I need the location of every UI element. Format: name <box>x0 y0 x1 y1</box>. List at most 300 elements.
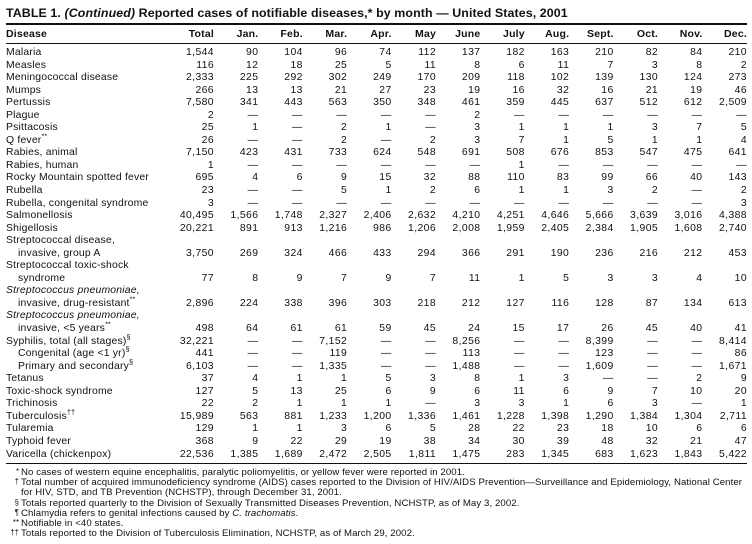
value-cell: 1 <box>385 398 392 410</box>
value-cell: 83 <box>556 172 570 184</box>
value-cell: — <box>691 185 703 197</box>
value-cell: 348 <box>417 97 437 109</box>
column-header: July <box>480 24 524 44</box>
value-cell: — <box>247 197 259 209</box>
disease-name-cell: Streptococcal toxic-shock syndrome <box>6 260 129 284</box>
value-cell: — <box>292 134 303 146</box>
value-cell: 695 <box>195 172 214 184</box>
table-row <box>6 198 747 211</box>
value-cell: 13 <box>290 385 303 397</box>
value-cell: 9 <box>740 373 747 385</box>
notifiable-diseases-table <box>6 23 747 464</box>
value-cell: 10 <box>645 423 659 435</box>
value-cell: 28 <box>468 423 481 435</box>
value-cell: 683 <box>569 449 613 464</box>
value-cell: 225 <box>239 72 259 84</box>
value-cell: — <box>647 109 659 121</box>
table-row <box>6 449 747 464</box>
value-cell: 1 <box>563 398 570 410</box>
value-cell: 88 <box>468 172 481 184</box>
value-cell: 119 <box>329 348 348 360</box>
value-cell: 112 <box>418 47 437 58</box>
value-cell: — <box>336 197 348 209</box>
value-cell: — <box>558 109 570 121</box>
value-cell: 1,475 <box>436 449 480 464</box>
value-cell: 512 <box>639 97 659 109</box>
value-cell: 3 <box>474 122 481 134</box>
value-cell: 396 <box>328 297 348 309</box>
value-cell: 294 <box>417 247 437 259</box>
value-cell: 637 <box>595 97 614 109</box>
value-cell: 913 <box>284 222 303 234</box>
value-cell: 7,580 <box>185 97 214 109</box>
value-cell: 283 <box>480 449 524 464</box>
value-cell: 1,290 <box>585 410 614 422</box>
value-cell: 116 <box>196 59 214 71</box>
value-cell: 8 <box>474 59 481 71</box>
value-cell: 87 <box>645 297 659 309</box>
value-cell: — <box>691 335 703 347</box>
footnote-marker: ¶ <box>14 507 19 517</box>
value-cell: 2,333 <box>185 72 214 84</box>
footnote-text: Total number of acquired immunodeficiency syndrome (AIDS) cases reported to the Division of HIV/AIDS Prevention—Surveillance and Epidemiology, National Center for HIV, STD, and TB Prevention (NCHSTP), through December 31, 2001. <box>21 477 743 499</box>
value-cell: — <box>514 360 525 372</box>
value-cell: — <box>691 109 703 121</box>
value-cell: — <box>736 159 747 171</box>
value-cell: 40 <box>690 323 703 335</box>
value-cell: 6 <box>385 423 392 435</box>
disease-name-cell: Congenital (age <1 yr)§ <box>18 344 130 360</box>
value-cell: 1 <box>740 398 747 410</box>
value-cell: — <box>425 398 437 410</box>
value-cell: 26 <box>601 323 614 335</box>
value-cell: 6 <box>296 172 303 184</box>
disease-name-cell: Syphilis, total (all stages)§ <box>6 332 131 347</box>
value-cell: 266 <box>195 84 214 96</box>
value-cell: — <box>292 109 303 121</box>
value-cell: 676 <box>550 147 570 159</box>
value-cell: 368 <box>195 435 214 447</box>
value-cell: — <box>380 348 392 360</box>
value-cell: 291 <box>506 247 525 259</box>
value-cell: 433 <box>373 247 392 259</box>
value-cell: 1,335 <box>319 360 348 372</box>
value-cell: 1,233 <box>319 410 348 422</box>
continued-label: (Continued) <box>64 6 136 20</box>
value-cell: 624 <box>373 147 392 159</box>
value-cell: — <box>514 348 525 360</box>
value-cell: — <box>558 360 570 372</box>
disease-name-cell: Tetanus <box>6 373 44 385</box>
value-cell: — <box>558 197 570 209</box>
table-row <box>6 110 747 123</box>
value-cell: — <box>380 134 392 146</box>
value-cell: — <box>691 159 703 171</box>
value-cell: 1,566 <box>230 210 259 222</box>
value-cell: — <box>691 360 703 372</box>
value-cell: 269 <box>239 247 259 259</box>
disease-name-cell: Mumps <box>6 84 42 96</box>
value-cell: 1 <box>296 398 303 410</box>
disease-name-cell: Streptococcus pneumoniae, invasive, <5 years** <box>6 310 140 335</box>
table-row <box>6 260 747 285</box>
value-cell: 4,646 <box>541 210 570 222</box>
value-cell: 236 <box>595 247 614 259</box>
value-cell: 61 <box>334 323 348 335</box>
value-cell: 891 <box>239 222 259 234</box>
disease-name-cell: Streptococcus pneumoniae, invasive, drug-resistant** <box>6 285 140 309</box>
value-cell: 129 <box>195 423 214 435</box>
value-cell: 25 <box>334 385 348 397</box>
value-cell: 34 <box>468 435 481 447</box>
value-cell: 212 <box>461 297 481 309</box>
value-cell: 986 <box>373 222 392 234</box>
footnotes <box>6 468 747 539</box>
table-row <box>6 235 747 260</box>
value-cell: 7 <box>696 122 703 134</box>
value-cell: 8 <box>696 59 703 71</box>
value-cell: 210 <box>595 47 614 58</box>
column-header: Nov. <box>658 24 702 44</box>
value-cell: 25 <box>201 122 214 134</box>
value-cell: 366 <box>461 247 481 259</box>
value-cell: 4 <box>696 272 703 284</box>
table-row <box>6 310 747 335</box>
value-cell: 134 <box>683 297 703 309</box>
value-cell: 1 <box>296 423 303 435</box>
value-cell: 2 <box>651 185 659 197</box>
disease-name-cell: Primary and secondary§ <box>18 357 134 372</box>
value-cell: 1,206 <box>408 222 437 234</box>
title-text: Reported cases of notifiable diseases,* by month — United States, 2001 <box>138 6 568 20</box>
value-cell: — <box>380 335 392 347</box>
table-row <box>6 398 747 411</box>
column-header: Total <box>154 24 214 44</box>
value-cell: 5 <box>429 423 437 435</box>
value-cell: 170 <box>417 72 437 84</box>
value-cell: 9 <box>607 385 614 397</box>
value-cell: 139 <box>595 72 614 84</box>
value-cell: 102 <box>550 72 570 84</box>
value-cell: 123 <box>595 348 614 360</box>
footnote-marker: ** <box>12 518 19 528</box>
value-cell: 1 <box>563 185 570 197</box>
disease-name-cell: Measles <box>6 59 47 71</box>
value-cell: 127 <box>195 385 214 397</box>
value-cell: 4,210 <box>452 210 481 222</box>
value-cell: 691 <box>461 147 481 159</box>
footnote-text: Totals reported to the Division of Tuberculosis Elimination, NCHSTP, as of March 29, 2002. <box>21 528 415 540</box>
value-cell: 2,740 <box>718 222 747 234</box>
value-cell: 212 <box>683 247 703 259</box>
column-header: Jan. <box>214 24 258 44</box>
value-cell: 45 <box>645 323 659 335</box>
value-cell: 9 <box>341 172 348 184</box>
disease-name-cell: Rabies, animal <box>6 147 78 159</box>
value-cell: 124 <box>683 72 703 84</box>
value-cell: 32 <box>645 435 659 447</box>
disease-name-cell: Tularemia <box>6 423 54 435</box>
column-header: Mar. <box>303 24 347 44</box>
value-cell: 19 <box>379 435 392 447</box>
value-cell: 190 <box>550 247 570 259</box>
value-cell: — <box>647 159 659 171</box>
value-cell: 548 <box>417 147 437 159</box>
value-cell: 2 <box>341 134 348 146</box>
column-header: June <box>436 24 480 44</box>
value-cell: 127 <box>506 297 525 309</box>
value-cell: 24 <box>468 323 481 335</box>
footnote-text: Chlamydia refers to genital infections caused by C. trachomatis. <box>21 507 299 519</box>
value-cell: 1,336 <box>408 410 437 422</box>
table-row <box>6 336 747 349</box>
table-row <box>6 210 747 223</box>
value-cell: 1,228 <box>496 410 525 422</box>
disease-name-cell: Rabies, human <box>6 159 79 171</box>
value-cell: 613 <box>728 297 747 309</box>
value-cell: 1 <box>207 159 214 171</box>
value-cell: — <box>647 348 659 360</box>
value-cell: 18 <box>601 423 614 435</box>
table-row <box>6 60 747 73</box>
value-cell: 338 <box>284 297 303 309</box>
value-cell: 2,711 <box>719 410 747 422</box>
value-cell: 11 <box>513 385 525 397</box>
value-cell: — <box>380 360 392 372</box>
value-cell: 61 <box>290 323 303 335</box>
value-cell: 77 <box>201 272 214 284</box>
column-header: May <box>392 24 436 44</box>
value-cell: 32 <box>423 172 437 184</box>
footnote-marker: * <box>15 467 19 477</box>
value-cell: 216 <box>639 247 659 259</box>
value-cell: 29 <box>334 435 348 447</box>
value-cell: — <box>514 197 525 209</box>
value-cell: 1 <box>607 122 614 134</box>
table-row <box>6 285 747 310</box>
value-cell: — <box>336 159 348 171</box>
value-cell: — <box>602 159 614 171</box>
value-cell: — <box>247 348 259 360</box>
value-cell: — <box>425 335 437 347</box>
table-row <box>6 135 747 148</box>
disease-name-cell: Salmonellosis <box>6 210 73 222</box>
value-cell: 445 <box>550 97 570 109</box>
table-row <box>6 122 747 135</box>
value-cell: 547 <box>639 147 659 159</box>
value-cell: 59 <box>379 323 392 335</box>
disease-name-cell: Pertussis <box>6 97 51 109</box>
value-cell: 3 <box>429 373 437 385</box>
value-cell: 86 <box>734 348 747 360</box>
disease-name-cell: Meningococcal disease <box>6 72 119 84</box>
value-cell: 9 <box>252 435 259 447</box>
value-cell: 10 <box>734 272 747 284</box>
value-cell: — <box>691 348 703 360</box>
value-cell: 20,221 <box>179 222 214 234</box>
value-cell: — <box>292 348 303 360</box>
table-row <box>6 348 747 361</box>
value-cell: 130 <box>639 72 659 84</box>
disease-name-cell: Streptococcal disease, invasive, group A <box>6 235 115 259</box>
footnote <box>6 478 747 498</box>
value-cell: 11 <box>468 272 481 284</box>
disease-name-cell: Toxic-shock syndrome <box>6 385 113 397</box>
value-cell: 3 <box>207 197 214 209</box>
value-cell: 1 <box>518 159 525 171</box>
value-cell: 15 <box>512 323 525 335</box>
value-cell: 30 <box>512 435 525 447</box>
value-cell: 461 <box>461 97 481 109</box>
value-cell: — <box>602 109 614 121</box>
value-cell: — <box>514 109 525 121</box>
value-cell: 2,405 <box>541 222 570 234</box>
value-cell: 441 <box>195 348 214 360</box>
value-cell: — <box>736 109 747 121</box>
value-cell: 733 <box>328 147 348 159</box>
value-cell: 8,399 <box>585 335 614 347</box>
value-cell: 3 <box>474 134 481 146</box>
value-cell: 1 <box>563 134 570 146</box>
value-cell: 13 <box>246 84 259 96</box>
value-cell: 90 <box>246 47 259 58</box>
value-cell: — <box>691 398 703 410</box>
value-cell: 182 <box>506 47 525 58</box>
value-cell: 3,639 <box>630 210 659 222</box>
value-cell: 1,905 <box>630 222 659 234</box>
value-cell: 2,008 <box>452 222 481 234</box>
value-cell: — <box>292 360 303 372</box>
value-cell: 1 <box>341 398 348 410</box>
value-cell: 3 <box>651 59 659 71</box>
value-cell: 6,103 <box>185 360 214 372</box>
value-cell: 11 <box>557 59 570 71</box>
value-cell: 2,505 <box>347 449 391 464</box>
value-cell: 3 <box>651 272 659 284</box>
disease-name-cell: Q fever** <box>6 131 48 146</box>
value-cell: 1,304 <box>674 410 703 422</box>
value-cell: 99 <box>601 172 614 184</box>
value-cell: — <box>292 335 303 347</box>
value-cell: — <box>380 109 392 121</box>
value-cell: 25 <box>334 59 348 71</box>
value-cell: 38 <box>423 435 437 447</box>
value-cell: 4 <box>740 134 747 146</box>
value-cell: 423 <box>239 147 259 159</box>
value-cell: 1,811 <box>392 449 436 464</box>
value-cell: 128 <box>595 297 614 309</box>
disease-name-cell: Rubella, congenital syndrome <box>6 197 149 209</box>
value-cell: 7 <box>429 272 437 284</box>
value-cell: 2,384 <box>585 222 614 234</box>
value-cell: 5 <box>740 122 747 134</box>
value-cell: — <box>558 348 570 360</box>
value-cell: 6 <box>474 185 481 197</box>
value-cell: 1 <box>518 122 525 134</box>
value-cell: 1,345 <box>525 449 569 464</box>
table-row <box>6 361 747 374</box>
value-cell: 4 <box>252 373 259 385</box>
value-cell: 8,256 <box>452 335 481 347</box>
table-number: TABLE 1. <box>6 6 61 20</box>
value-cell: 453 <box>728 247 747 259</box>
value-cell: 2 <box>740 185 747 197</box>
value-cell: 1 <box>296 373 303 385</box>
value-cell: — <box>425 197 437 209</box>
column-header: Disease <box>6 24 154 44</box>
value-cell: — <box>514 335 525 347</box>
table-row <box>6 72 747 85</box>
value-cell: 249 <box>373 72 392 84</box>
value-cell: 3,750 <box>185 247 214 259</box>
value-cell: 21 <box>334 84 348 96</box>
value-cell: 21 <box>645 84 659 96</box>
value-cell: 27 <box>379 84 392 96</box>
value-cell: — <box>647 197 659 209</box>
value-cell: 563 <box>328 97 348 109</box>
value-cell: 273 <box>728 72 747 84</box>
value-cell: 2,327 <box>319 210 348 222</box>
value-cell: 7 <box>518 134 525 146</box>
value-cell: 1 <box>651 134 659 146</box>
footnote-text: No cases of western equine encephalitis, paralytic poliomyelitis, or yellow fever were reported in 2001. <box>21 467 465 479</box>
value-cell: 5,422 <box>702 449 747 464</box>
table-row <box>6 44 747 60</box>
value-cell: 1 <box>518 373 525 385</box>
value-cell: 466 <box>328 247 348 259</box>
column-header: Feb. <box>258 24 302 44</box>
value-cell: 1,216 <box>319 222 348 234</box>
value-cell: 20 <box>734 385 747 397</box>
value-cell: 66 <box>645 172 659 184</box>
table-row <box>6 223 747 236</box>
value-cell: 84 <box>690 47 703 58</box>
value-cell: 210 <box>728 47 747 58</box>
value-cell: 1 <box>518 272 525 284</box>
value-cell: 3,016 <box>674 210 703 222</box>
value-cell: 443 <box>284 97 303 109</box>
table-row <box>6 172 747 185</box>
value-cell: 3 <box>607 185 614 197</box>
value-cell: 853 <box>595 147 614 159</box>
disease-name-cell: Psittacosis <box>6 122 58 134</box>
footnote-marker: † <box>14 477 19 487</box>
value-cell: 5 <box>385 59 392 71</box>
footnote-text: Totals reported quarterly to the Division of Sexually Transmitted Diseases Prevention, NCHSTP, as of May 3, 2002. <box>21 497 520 509</box>
value-cell: 1,748 <box>274 210 303 222</box>
value-cell: 2 <box>474 109 481 121</box>
value-cell: 19 <box>690 84 703 96</box>
value-cell: 22 <box>290 435 303 447</box>
value-cell: 22,536 <box>154 449 214 464</box>
value-cell: 113 <box>462 348 481 360</box>
value-cell: — <box>602 197 614 209</box>
value-cell: — <box>469 197 481 209</box>
value-cell: — <box>247 109 259 121</box>
value-cell: 1,608 <box>674 222 703 234</box>
value-cell: 1,488 <box>452 360 481 372</box>
value-cell: 5 <box>341 185 348 197</box>
value-cell: 498 <box>195 323 214 335</box>
table-row <box>6 373 747 386</box>
value-cell: 2,896 <box>185 297 214 309</box>
value-cell: 224 <box>239 297 259 309</box>
value-cell: 4,388 <box>718 210 747 222</box>
value-cell: 22 <box>201 398 214 410</box>
value-cell: 26 <box>201 134 214 146</box>
value-cell: 16 <box>512 84 525 96</box>
value-cell: — <box>647 335 659 347</box>
